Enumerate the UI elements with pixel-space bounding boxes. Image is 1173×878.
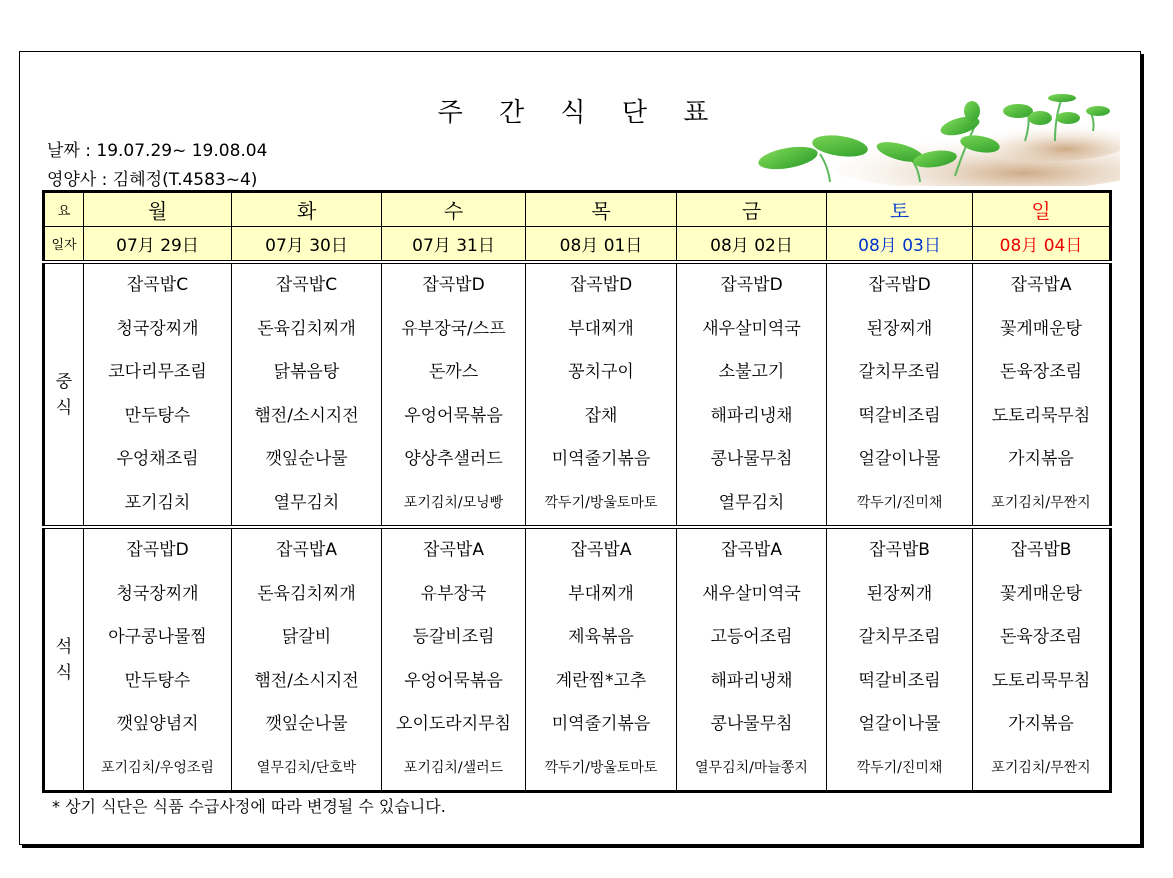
dish-item: 꽁치구이 <box>568 362 634 382</box>
dish-item: 잡채 <box>584 405 618 426</box>
weekly-menu-table <box>42 190 1112 793</box>
dish-item: 콩나물무침 <box>710 714 793 734</box>
menu-cell <box>973 527 1111 792</box>
date-label: 일자 <box>44 227 84 263</box>
date-mon: 07月 29日 <box>84 227 232 263</box>
dish-item: 열무김치/마늘쫑지 <box>695 759 808 776</box>
dish-item: 된장찌개 <box>866 318 933 339</box>
dish-item: 포기김치/우엉조림 <box>101 759 214 776</box>
menu-cell <box>232 527 382 792</box>
dish-item: 열무김치/단호박 <box>256 759 357 776</box>
dish-item: 돈까스 <box>428 362 479 382</box>
date-tue: 07月 30日 <box>232 227 382 263</box>
weekday-thu: 목 <box>526 192 677 227</box>
weekday-mon: 월 <box>84 192 232 227</box>
page-title: 주 간 식 단 표 <box>437 98 723 128</box>
dish-item: 갈치무조림 <box>858 627 941 647</box>
date-range: 날짜 : 19.07.29~ 19.08.04 <box>47 141 268 161</box>
dish-item: 만두탕수 <box>124 670 191 691</box>
dish-item: 깻잎순나물 <box>265 449 348 469</box>
dish-item: 잡곡밥A <box>570 540 632 560</box>
date-sun: 08月 04日 <box>973 227 1111 263</box>
dish-item: 포기김치/모닝빵 <box>403 494 504 511</box>
menu-cell <box>677 527 827 792</box>
dish-item: 햄전/소시지전 <box>254 405 359 426</box>
date-fri: 08月 02日 <box>677 227 827 263</box>
dish-item: 새우살미역국 <box>702 318 801 339</box>
dish-item: 해파리냉채 <box>710 405 793 426</box>
dish-item: 가지볶음 <box>1008 449 1074 469</box>
menu-cell <box>526 262 677 527</box>
meal-label-dinner <box>44 527 84 792</box>
sprouts-illustration-icon <box>750 86 1120 186</box>
menu-cell <box>382 527 526 792</box>
dish-item: 잡곡밥A <box>276 540 337 560</box>
dish-item: 잡곡밥A <box>721 540 782 560</box>
dish-item: 도토리묵무침 <box>991 405 1091 426</box>
dish-item: 잡곡밥C <box>126 275 189 295</box>
dish-item: 포기김치 <box>124 492 191 513</box>
dish-item: 잡곡밥B <box>869 540 930 560</box>
dish-item: 깍두기/방울토마토 <box>544 759 658 776</box>
dish-item: 깍두기/진미채 <box>856 759 943 776</box>
dish-item: 새우살미역국 <box>702 583 801 604</box>
dish-item: 꽃게매운탕 <box>999 318 1083 339</box>
dish-item: 아구콩나물찜 <box>108 627 207 647</box>
dish-item: 등갈비조림 <box>412 627 495 647</box>
dish-item: 깻잎양념지 <box>116 714 199 734</box>
menu-cell <box>84 262 232 527</box>
meal-label-lunch <box>44 262 84 527</box>
weekday-sun: 일 <box>973 192 1111 227</box>
dish-item: 유부장국/스프 <box>401 318 506 339</box>
dish-item: 계란찜*고추 <box>555 670 647 691</box>
meal-label-text: 중 식 <box>55 371 73 418</box>
dish-item: 청국장찌개 <box>116 318 199 339</box>
dish-item: 포기김치/무짠지 <box>991 759 1091 776</box>
dish-item: 꽃게매운탕 <box>999 583 1083 604</box>
dish-item: 잡곡밥D <box>720 275 783 295</box>
weekday-wed: 수 <box>382 192 526 227</box>
date-header-row <box>44 227 1111 263</box>
dish-item: 잡곡밥C <box>275 275 338 295</box>
dish-item: 닭갈비 <box>281 627 332 647</box>
dish-item: 소불고기 <box>718 362 785 382</box>
dish-item: 잡곡밥D <box>422 275 485 295</box>
dish-item: 부대찌개 <box>568 318 634 339</box>
menu-cell <box>973 262 1111 527</box>
dish-item: 잡곡밥D <box>868 275 931 295</box>
dish-item: 만두탕수 <box>124 405 191 426</box>
dish-item: 된장찌개 <box>866 583 933 604</box>
date-wed: 07月 31日 <box>382 227 526 263</box>
meal-label-text: 석 식 <box>55 636 73 683</box>
dish-item: 잡곡밥D <box>126 540 189 560</box>
dish-item: 우엉어묵볶음 <box>404 405 503 426</box>
dish-item: 미역줄기볶음 <box>551 714 651 734</box>
date-thu: 08月 01日 <box>526 227 677 263</box>
footnote: * 상기 식단은 식품 수급사정에 따라 변경될 수 있습니다. <box>52 797 446 816</box>
dish-item: 포기김치/샐러드 <box>403 759 504 776</box>
menu-cell <box>827 262 973 527</box>
menu-cell <box>232 262 382 527</box>
dish-item: 햄전/소시지전 <box>254 670 359 691</box>
menu-cell <box>84 527 232 792</box>
dish-item: 열무김치 <box>718 492 785 513</box>
menu-cell <box>677 262 827 527</box>
dish-item: 우엉채조림 <box>116 449 199 469</box>
dish-item: 오이도라지무침 <box>396 714 511 734</box>
weekday-sat: 토 <box>827 192 973 227</box>
menu-cell <box>827 527 973 792</box>
menu-cell <box>382 262 526 527</box>
date-sat: 08月 03日 <box>827 227 973 263</box>
weekday-fri: 금 <box>677 192 827 227</box>
dinner-row <box>44 527 1111 792</box>
weekday-header-row <box>44 192 1111 227</box>
dish-item: 제육볶음 <box>568 627 634 647</box>
dish-item: 가지볶음 <box>1008 714 1074 734</box>
dish-item: 청국장찌개 <box>116 583 199 604</box>
dish-item: 부대찌개 <box>568 583 634 604</box>
dish-item: 우엉어묵볶음 <box>404 670 503 691</box>
dish-item: 해파리냉채 <box>710 670 793 691</box>
dish-item: 잡곡밥B <box>1010 540 1072 560</box>
dish-item: 양상추샐러드 <box>404 449 503 469</box>
dish-item: 코다리무조림 <box>108 362 207 382</box>
dish-item: 콩나물무침 <box>710 449 793 469</box>
dish-item: 얼갈이나물 <box>858 449 941 469</box>
dish-item: 돈육장조림 <box>999 627 1083 647</box>
dish-item: 떡갈비조림 <box>858 405 941 426</box>
dish-item: 도토리묵무침 <box>991 670 1091 691</box>
menu-cell <box>526 527 677 792</box>
dish-item: 포기김치/무짠지 <box>991 494 1091 511</box>
weekday-tue: 화 <box>232 192 382 227</box>
dish-item: 잡곡밥D <box>569 275 633 295</box>
lunch-row <box>44 262 1111 527</box>
dish-item: 얼갈이나물 <box>858 714 941 734</box>
dish-item: 고등어조림 <box>710 627 793 647</box>
dish-item: 돈육장조림 <box>999 362 1083 382</box>
dish-item: 잡곡밥A <box>1010 275 1072 295</box>
dish-item: 깍두기/진미채 <box>856 494 943 511</box>
dish-item: 갈치무조림 <box>858 362 941 382</box>
dish-item: 깻잎순나물 <box>265 714 348 734</box>
dish-item: 미역줄기볶음 <box>551 449 651 469</box>
weekday-label: 요 <box>44 192 84 227</box>
dish-item: 돈육김치찌개 <box>257 583 356 604</box>
dish-item: 떡갈비조림 <box>858 670 941 691</box>
dish-item: 잡곡밥A <box>423 540 484 560</box>
dish-item: 깍두기/방울토마토 <box>544 494 658 511</box>
dietitian-info: 영양사 : 김혜정(T.4583~4) <box>47 170 258 190</box>
dish-item: 돈육김치찌개 <box>257 318 356 339</box>
dish-item: 유부장국 <box>420 583 487 604</box>
dish-item: 열무김치 <box>273 492 340 513</box>
dish-item: 닭볶음탕 <box>273 362 340 382</box>
